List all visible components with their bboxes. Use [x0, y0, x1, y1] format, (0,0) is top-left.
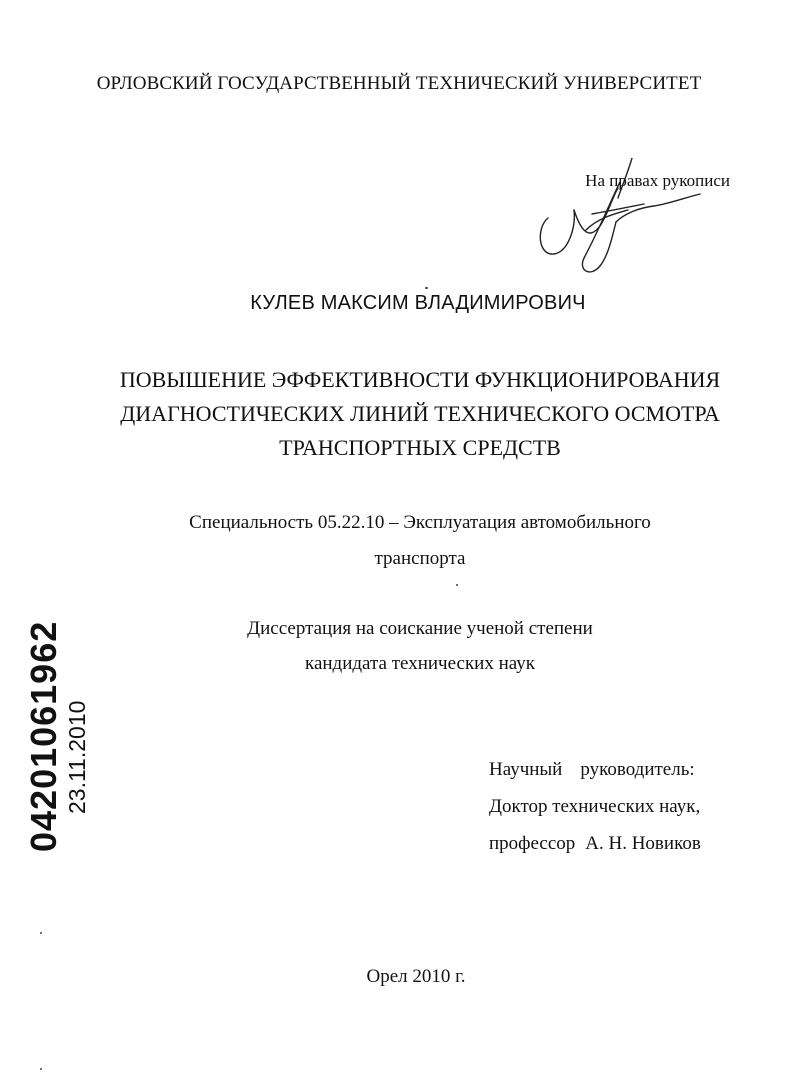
title-line-3: ТРАНСПОРТНЫХ СРЕДСТВ: [279, 435, 561, 460]
specialty-line-1: Специальность 05.22.10 – Эксплуатация автомобильного: [189, 512, 651, 533]
stamp-number: 04201061962: [23, 620, 64, 852]
supervisor-block: [489, 751, 701, 862]
university-name: ОРЛОВСКИЙ ГОСУДАРСТВЕННЫЙ ТЕХНИЧЕСКИЙ УНИВЕРСИТЕТ: [96, 73, 702, 94]
title-line-1: ПОВЫШЕНИЕ ЭФФЕКТИВНОСТИ ФУНКЦИОНИРОВАНИЯ: [119, 367, 721, 392]
scan-speck: [40, 932, 42, 934]
scan-speck: [456, 584, 458, 586]
supervisor-position: профессор: [489, 833, 576, 854]
degree-block: [0, 611, 798, 681]
title-line-2: ДИАГНОСТИЧЕСКИХ ЛИНИЙ ТЕХНИЧЕСКОГО ОСМОТРА: [120, 401, 720, 426]
specialty-block: [0, 505, 798, 577]
supervisor-name: А. Н. Новиков: [585, 833, 701, 854]
specialty-line-2: транспорта: [374, 548, 466, 569]
degree-line-2: кандидата технических наук: [305, 653, 535, 674]
author-name: КУЛЕВ МАКСИМ ВЛАДИМИРОВИЧ: [250, 292, 586, 314]
supervisor-label-word1: Научный: [489, 759, 563, 780]
scan-speck: [40, 1068, 42, 1070]
supervisor-label: [489, 751, 701, 788]
city-year: Орел 2010 г.: [366, 966, 466, 987]
dissertation-title: [0, 363, 798, 465]
scan-speck: [425, 287, 428, 289]
stamp-date: 23.11.2010: [64, 700, 90, 814]
degree-line-1: Диссертация на соискание ученой степени: [247, 618, 593, 639]
supervisor-degree: Доктор технических наук,: [489, 796, 701, 817]
supervisor-label-word2: руководитель:: [580, 759, 695, 780]
supervisor-position-name: [489, 825, 701, 862]
manuscript-note: На правах рукописи: [585, 171, 730, 190]
library-stamp: [23, 620, 90, 852]
